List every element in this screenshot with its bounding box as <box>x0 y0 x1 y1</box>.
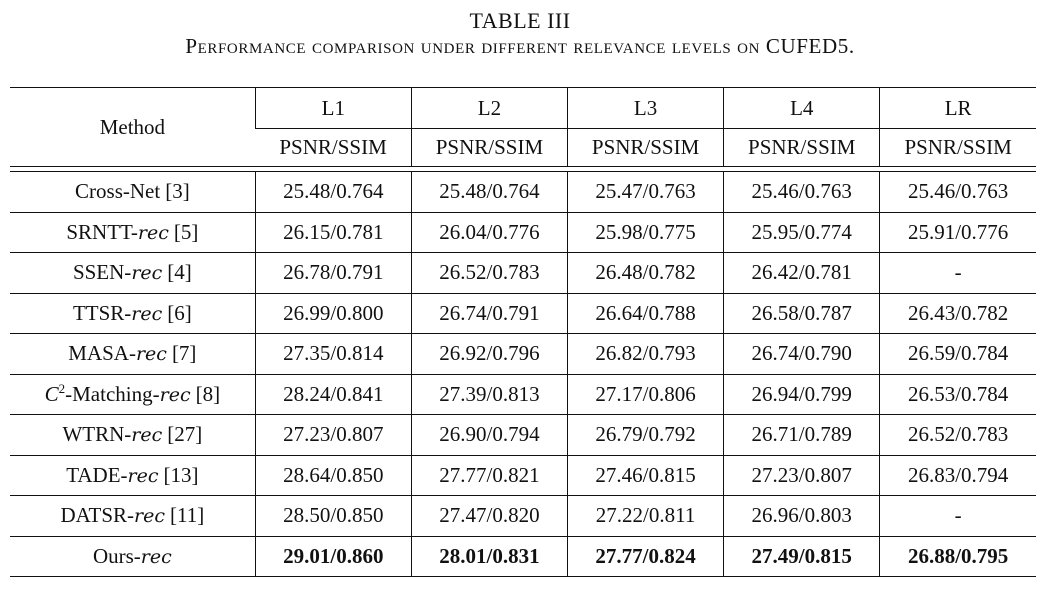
citation-ref: [4] <box>167 260 192 285</box>
method-cell <box>10 212 255 253</box>
score-cell: 25.48/0.764 <box>255 172 411 213</box>
score-cell: 26.43/0.782 <box>880 293 1036 334</box>
score-cell: 25.95/0.774 <box>724 212 880 253</box>
table-row <box>10 374 1036 415</box>
score-cell: - <box>880 496 1036 537</box>
table-row <box>10 253 1036 294</box>
score-cell: 26.04/0.776 <box>411 212 567 253</box>
score-cell: 26.99/0.800 <box>255 293 411 334</box>
citation-ref: [5] <box>173 219 199 244</box>
score-cell: 27.46/0.815 <box>568 455 724 496</box>
score-cell: 27.47/0.820 <box>411 496 567 537</box>
table-title: Performance comparison under different relevance levels on CUFED5. <box>185 34 855 58</box>
level-header-l2: L2 <box>411 88 567 129</box>
score-cell: 27.23/0.807 <box>724 455 880 496</box>
method-suffix: rec <box>134 505 165 528</box>
method-name-mid: -Matching- <box>65 381 160 406</box>
score-cell: 25.98/0.775 <box>568 212 724 253</box>
method-name: Cross-Net <box>75 179 161 204</box>
method-cell <box>10 334 255 375</box>
citation-ref: [27] <box>167 422 203 447</box>
metric-header: PSNR/SSIM <box>411 129 567 167</box>
table-row <box>10 415 1036 456</box>
citation-ref: [7] <box>171 341 197 366</box>
score-cell: 26.64/0.788 <box>568 293 724 334</box>
citation-ref: [8] <box>195 381 221 406</box>
score-cell: 26.59/0.784 <box>880 334 1036 375</box>
score-cell: 26.52/0.783 <box>880 415 1036 456</box>
results-table <box>10 87 1036 577</box>
method-suffix: rec <box>127 464 159 487</box>
citation-ref: [13] <box>163 462 199 487</box>
score-cell: 26.52/0.783 <box>411 253 567 294</box>
score-cell: 27.39/0.813 <box>411 374 567 415</box>
score-cell: 26.88/0.795 <box>880 536 1036 577</box>
score-cell: 27.49/0.815 <box>724 536 880 577</box>
level-header-l3: L3 <box>568 88 724 129</box>
method-name: TTSR- <box>72 300 132 325</box>
score-cell: 26.92/0.796 <box>411 334 567 375</box>
score-cell: 26.15/0.781 <box>255 212 411 253</box>
score-cell: 26.96/0.803 <box>724 496 880 537</box>
method-cell <box>10 415 255 456</box>
method-cell <box>10 536 255 577</box>
method-name: WTRN- <box>62 422 132 447</box>
method-cell <box>10 253 255 294</box>
method-superscript: 2 <box>58 380 66 396</box>
level-header-row <box>10 88 1036 129</box>
score-cell: 26.74/0.790 <box>724 334 880 375</box>
score-cell: 26.82/0.793 <box>568 334 724 375</box>
score-cell: 26.48/0.782 <box>568 253 724 294</box>
method-cell <box>10 293 255 334</box>
score-cell: 27.17/0.806 <box>568 374 724 415</box>
metric-header: PSNR/SSIM <box>724 129 880 167</box>
citation-ref: [3] <box>165 179 190 204</box>
method-cell <box>10 455 255 496</box>
method-suffix: rec <box>131 424 163 447</box>
score-cell: 27.77/0.824 <box>568 536 724 577</box>
method-suffix: rec <box>140 545 172 568</box>
score-cell: 25.91/0.776 <box>880 212 1036 253</box>
method-name: SSEN- <box>72 260 132 285</box>
score-cell: 26.90/0.794 <box>411 415 567 456</box>
table-row <box>10 496 1036 537</box>
table-row <box>10 212 1036 253</box>
method-name: TADE- <box>66 462 128 487</box>
table-row <box>10 293 1036 334</box>
method-name: Ours- <box>92 543 141 568</box>
score-cell: 28.50/0.850 <box>255 496 411 537</box>
table-row <box>10 536 1036 577</box>
method-cell <box>10 496 255 537</box>
method-name: C <box>44 381 59 406</box>
method-name: DATSR- <box>60 503 135 528</box>
table-label: TABLE III <box>469 8 571 33</box>
table-row <box>10 172 1036 213</box>
score-cell: 26.94/0.799 <box>724 374 880 415</box>
method-suffix: rec <box>135 343 167 366</box>
metric-header: PSNR/SSIM <box>880 129 1036 167</box>
score-cell: 28.24/0.841 <box>255 374 411 415</box>
score-cell: 26.78/0.791 <box>255 253 411 294</box>
level-header-lr: LR <box>880 88 1036 129</box>
method-name: MASA- <box>68 341 136 366</box>
score-cell: 27.22/0.811 <box>568 496 724 537</box>
method-suffix: rec <box>131 262 163 285</box>
citation-ref: [6] <box>167 300 192 325</box>
table-row <box>10 455 1036 496</box>
score-cell: 26.74/0.791 <box>411 293 567 334</box>
score-cell: - <box>880 253 1036 294</box>
method-suffix: rec <box>159 383 191 406</box>
table-row <box>10 334 1036 375</box>
level-header-l1: L1 <box>255 88 411 129</box>
score-cell: 26.42/0.781 <box>724 253 880 294</box>
score-cell: 28.64/0.850 <box>255 455 411 496</box>
score-cell: 27.77/0.821 <box>411 455 567 496</box>
metric-header: PSNR/SSIM <box>568 129 724 167</box>
score-cell: 26.53/0.784 <box>880 374 1036 415</box>
method-suffix: rec <box>137 221 169 244</box>
score-cell: 27.23/0.807 <box>255 415 411 456</box>
method-name: SRNTT- <box>66 219 138 244</box>
score-cell: 25.47/0.763 <box>568 172 724 213</box>
score-cell: 27.35/0.814 <box>255 334 411 375</box>
score-cell: 25.48/0.764 <box>411 172 567 213</box>
score-cell: 26.58/0.787 <box>724 293 880 334</box>
score-cell: 29.01/0.860 <box>255 536 411 577</box>
score-cell: 26.79/0.792 <box>568 415 724 456</box>
method-cell <box>10 374 255 415</box>
metric-header: PSNR/SSIM <box>279 135 387 159</box>
citation-ref: [11] <box>170 503 205 528</box>
method-cell <box>10 172 255 213</box>
method-header: Method <box>10 88 255 167</box>
score-cell: 25.46/0.763 <box>724 172 880 213</box>
table-body <box>10 172 1036 577</box>
score-cell: 25.46/0.763 <box>880 172 1036 213</box>
score-cell: 26.71/0.789 <box>724 415 880 456</box>
score-cell: 28.01/0.831 <box>411 536 567 577</box>
score-cell: 26.83/0.794 <box>880 455 1036 496</box>
level-header-l4: L4 <box>724 88 880 129</box>
method-suffix: rec <box>131 302 163 325</box>
